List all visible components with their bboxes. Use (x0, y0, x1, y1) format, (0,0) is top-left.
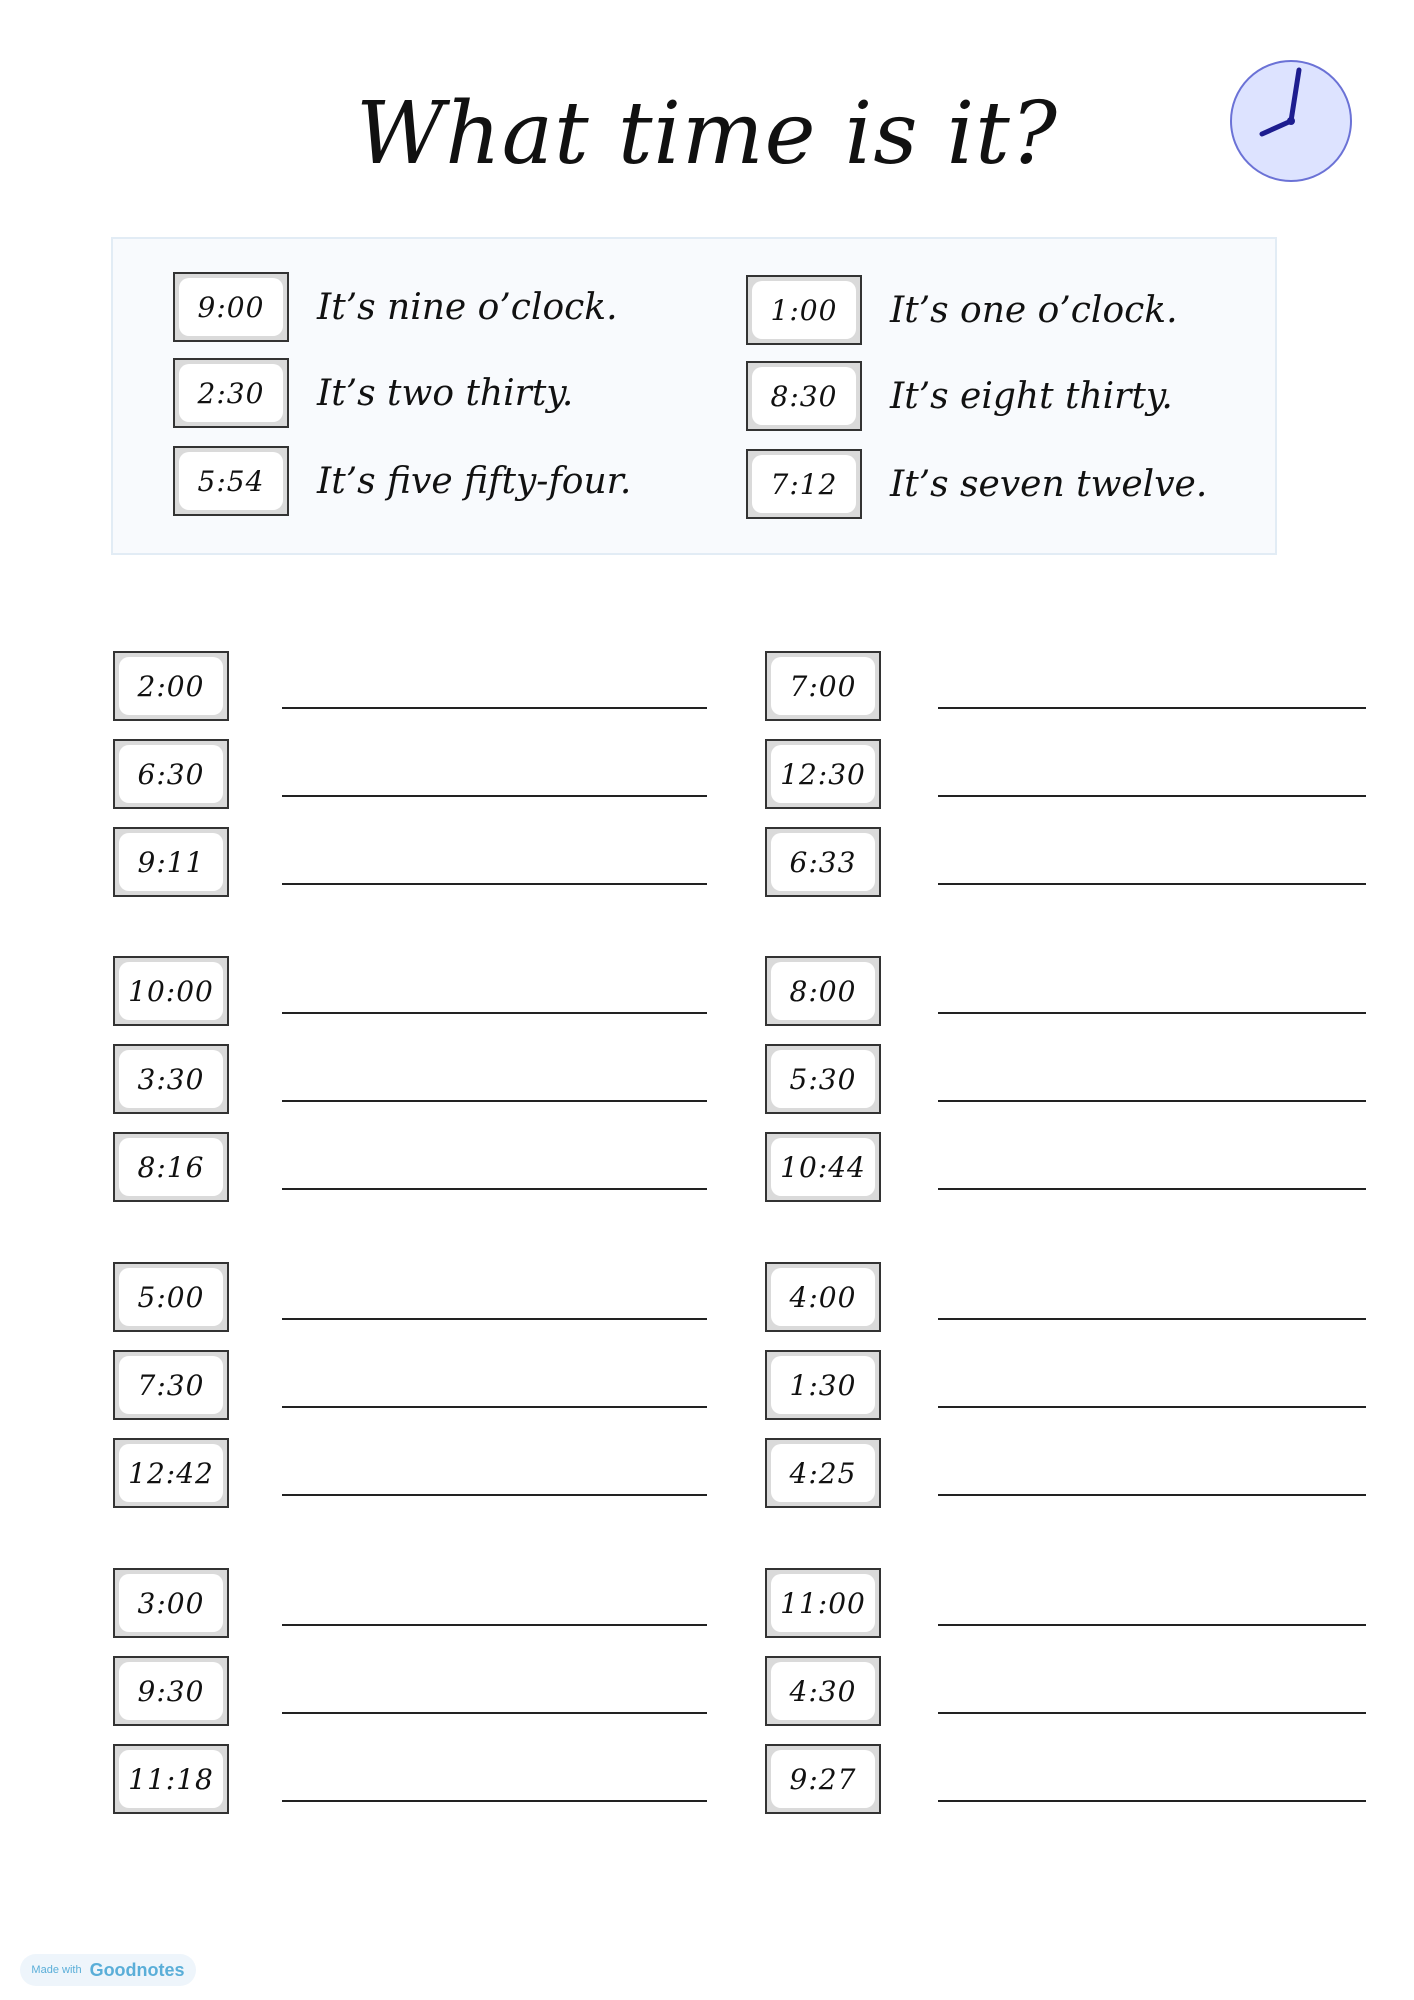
example-phrase: It’s one o’clock. (890, 289, 1178, 331)
answer-line[interactable] (938, 1318, 1366, 1320)
time-value: 6:33 (771, 833, 875, 891)
time-display (113, 739, 229, 809)
time-value: 8:30 (752, 367, 856, 425)
answer-line[interactable] (282, 883, 707, 885)
answer-line[interactable] (282, 1494, 707, 1496)
time-display (765, 827, 881, 897)
time-display (765, 956, 881, 1026)
made-with-label: Made with (31, 1964, 82, 1976)
time-display (765, 1262, 881, 1332)
made-with-badge[interactable] (20, 1954, 196, 1986)
time-value: 3:00 (119, 1574, 223, 1632)
answer-line[interactable] (938, 883, 1366, 885)
time-value: 3:30 (119, 1050, 223, 1108)
time-value: 12:42 (119, 1444, 223, 1502)
time-value: 7:00 (771, 657, 875, 715)
time-value: 11:18 (119, 1750, 223, 1808)
answer-line[interactable] (938, 707, 1366, 709)
example-phrase: It’s two thirty. (317, 372, 574, 414)
answer-line[interactable] (282, 1318, 707, 1320)
time-value: 7:12 (752, 455, 856, 513)
time-display (765, 1132, 881, 1202)
time-value: 10:44 (771, 1138, 875, 1196)
goodnotes-brand: Goodnotes (89, 1959, 185, 1980)
answer-line[interactable] (282, 1406, 707, 1408)
answer-line[interactable] (938, 795, 1366, 797)
time-display (113, 1262, 229, 1332)
answer-line[interactable] (282, 1712, 707, 1714)
answer-line[interactable] (282, 1800, 707, 1802)
answer-line[interactable] (282, 1188, 707, 1190)
time-value: 9:30 (119, 1662, 223, 1720)
answer-line[interactable] (282, 1624, 707, 1626)
example-phrase: It’s five fifty-four. (317, 460, 632, 502)
answer-line[interactable] (938, 1800, 1366, 1802)
time-value: 8:16 (119, 1138, 223, 1196)
time-display (113, 651, 229, 721)
example-phrase: It’s eight thirty. (890, 375, 1173, 417)
page-title: What time is it? (356, 84, 1058, 184)
example-phrase: It’s seven twelve. (890, 463, 1208, 505)
time-value: 4:00 (771, 1268, 875, 1326)
time-value: 5:30 (771, 1050, 875, 1108)
time-value: 1:00 (752, 281, 856, 339)
time-display (765, 1656, 881, 1726)
time-value: 9:11 (119, 833, 223, 891)
time-display (113, 1656, 229, 1726)
answer-line[interactable] (282, 707, 707, 709)
answer-line[interactable] (282, 1100, 707, 1102)
time-display (765, 1438, 881, 1508)
answer-line[interactable] (938, 1188, 1366, 1190)
time-display (113, 1044, 229, 1114)
time-value: 2:00 (119, 657, 223, 715)
time-value: 12:30 (771, 745, 875, 803)
example-phrase: It’s nine o’clock. (317, 286, 618, 328)
time-value: 8:00 (771, 962, 875, 1020)
time-display (113, 1744, 229, 1814)
time-display (113, 1438, 229, 1508)
answer-line[interactable] (938, 1012, 1366, 1014)
time-display (765, 739, 881, 809)
time-display (765, 1044, 881, 1114)
time-display (113, 827, 229, 897)
time-display (765, 1350, 881, 1420)
time-value: 4:25 (771, 1444, 875, 1502)
time-value: 10:00 (119, 962, 223, 1020)
answer-line[interactable] (938, 1712, 1366, 1714)
answer-line[interactable] (938, 1624, 1366, 1626)
time-value: 2:30 (179, 364, 283, 422)
answer-line[interactable] (282, 795, 707, 797)
time-display (113, 1350, 229, 1420)
time-display (113, 1132, 229, 1202)
time-value: 7:30 (119, 1356, 223, 1414)
time-value: 1:30 (771, 1356, 875, 1414)
time-display (765, 1568, 881, 1638)
time-display (113, 1568, 229, 1638)
time-value: 6:30 (119, 745, 223, 803)
answer-line[interactable] (938, 1100, 1366, 1102)
time-value: 5:54 (179, 452, 283, 510)
time-value: 9:27 (771, 1750, 875, 1808)
time-value: 9:00 (179, 278, 283, 336)
time-value: 4:30 (771, 1662, 875, 1720)
time-display (765, 651, 881, 721)
answer-line[interactable] (938, 1406, 1366, 1408)
time-display (113, 956, 229, 1026)
time-value: 5:00 (119, 1268, 223, 1326)
time-display (765, 1744, 881, 1814)
answer-line[interactable] (938, 1494, 1366, 1496)
answer-line[interactable] (282, 1012, 707, 1014)
time-value: 11:00 (771, 1574, 875, 1632)
